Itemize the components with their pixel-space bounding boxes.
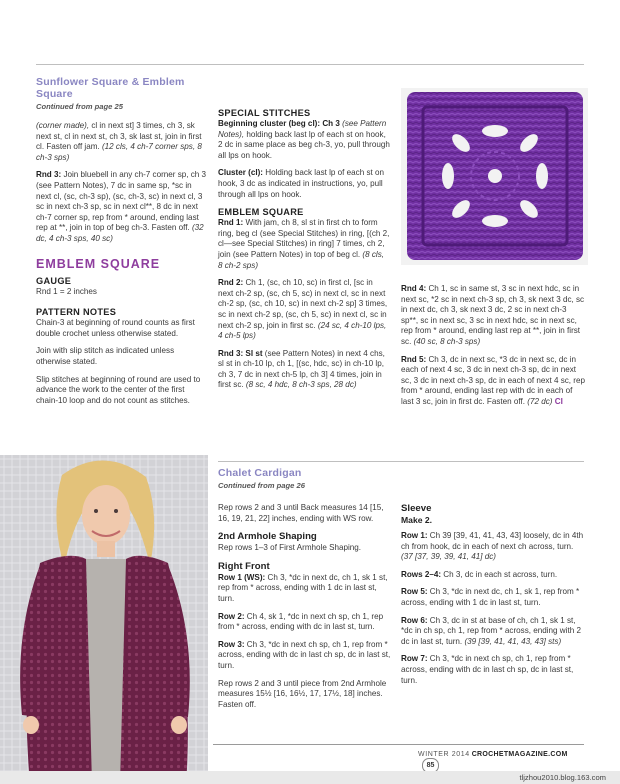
beg-cluster-def: Beginning cluster (beg cl): Ch 3 (see Pattern Notes), holding back last lp of each st on hook, 2 dc in same place as beg ch-3, yo, pull through all lps on hook.: [218, 119, 390, 160]
emblem-rnd5: Rnd 5: Ch 3, dc in next sc, *3 dc in next sc, dc in each of next 4 sc, 3 dc in next ch-3 sp, dc in next sc, 3 dc in next ch-3 sp, dc in each of next 4 sc, rep from * around, ending last rep with dc in each of last 3 sc, join in first dc. Fasten off. (72 dc) CI: [401, 354, 586, 406]
armhole-heading: 2nd Armhole Shaping: [218, 531, 317, 543]
footer: [418, 751, 588, 769]
chalet-intro: Rep rows 2 and 3 until Back measures 14 [15, 16, 19, 21, 22] inches, ending with WS row.: [218, 503, 384, 523]
pattern-notes-heading: PATTERN NOTES: [36, 307, 117, 318]
emblem-rnd1: Rnd 1: With jam, ch 8, sl st in first ch to form ring, beg cl (see Special Stitches) in ring, [(ch 2, cl—see Special Stitches) in ring] 7 times, ch 2, join (see Pattern Notes) in top of beg cl. (8 cls, 8 ch-2 sps): [218, 218, 390, 270]
model-illustration: [0, 455, 208, 784]
rf-row2: Row 2: Ch 4, sk 1, *dc in next ch sp, ch 1, rep from * across, ending with dc in last st, turn.: [218, 611, 384, 632]
pattern-note: Chain-3 at beginning of round counts as first double crochet unless otherwise stated.: [36, 318, 195, 338]
continued-note: Continued from page 25: [36, 102, 123, 111]
sleeve-row1: Row 1: Ch 39 [39, 41, 41, 43, 43] loosely, dc in 4th ch from hook, dc in each of next ch across, turn. (37 [37, 39, 39, 41, 41] dc): [401, 531, 584, 562]
emblem-rnd4: Rnd 4: Ch 1, sc in same st, 3 sc in next hdc, sc in next sc, *2 sc in next ch-3 sp, ch 3, sk next 3 dc, sc in next dc, ch 3, sk next 3 dc, 2 sc in next ch-3 sp**, sc in next sc, 3 sc in next hdc, sc in next sc, rep from * around, ending last rep at **, join in first sc. (40 sc, 8 ch-3 sps): [401, 284, 585, 346]
watermark: tljzhou2010.blog.163.com: [0, 771, 620, 784]
page-number: 85: [422, 758, 439, 773]
footer-rule: [213, 744, 584, 745]
right-column-upper: [401, 284, 585, 415]
top-rule: [36, 64, 584, 65]
site-label: CROCHETMAGAZINE.COM: [471, 751, 568, 758]
chalet-rule: [218, 461, 584, 462]
chalet-title-block: [218, 467, 584, 490]
chalet-continued-note: Continued from page 26: [218, 481, 305, 490]
cardigan-photo: [0, 455, 208, 784]
issue-label: WINTER 2014: [418, 751, 470, 758]
rf-row3: Row 3: Ch 3, *dc in next ch sp, ch 1, rep from * across, ending with dc in last ch sp, dc in last st, turn.: [218, 639, 391, 670]
emblem-square-photo: [401, 88, 588, 265]
chalet-right-column: [401, 503, 585, 693]
emblem-square-heading: EMBLEM SQUARE: [36, 256, 161, 271]
section-title-chalet: Chalet Cardigan: [218, 467, 302, 479]
rf-row1: Row 1 (WS): Ch 3, *dc in next dc, ch 1, sk 1 st, rep from * across, ending with 1 dc in last st, turn.: [218, 572, 388, 603]
chalet-left-column: [218, 503, 394, 717]
sleeve-rows2-4: Rows 2–4: Ch 3, dc in each st across, turn.: [401, 569, 558, 579]
right-front-heading: Right Front: [218, 560, 270, 572]
emblem-rnd2: Rnd 2: Ch 1, (sc, ch 10, sc) in first cl, [sc in next ch-2 sp, (sc, ch 5, sc) in next cl, sc in next ch-2 sp, (sc, ch 10, sc) in next ch-2 sp] 3 times, sc in next ch-2 sp, (sc, ch 5, sc) in next cl, sc in next ch-2 sp, join in first sc. (24 sc, 4 ch-10 lps, 4 ch-5 lps): [218, 278, 388, 341]
cluster-def: Cluster (cl): Holding back last lp of each st on hook, 3 dc as indicated in instructions, yo, pull through all lps on hook.: [218, 168, 385, 199]
sleeve-heading: Sleeve: [401, 503, 432, 514]
middle-column: [218, 108, 390, 398]
section-title-sunflower: Sunflower Square & Emblem Square: [36, 76, 185, 100]
rf-rep: Rep rows 2 and 3 until piece from 2nd Armhole measures 15½ [16, 16½, 17, 17½, 18] inches. Fasten off.: [218, 678, 387, 709]
gauge-heading: GAUGE: [36, 275, 72, 286]
end-mark: CI: [554, 396, 563, 406]
sunflower-rnd3: Rnd 3: Join bluebell in any ch-7 corner sp, ch 3 (see Pattern Notes), 7 dc in same sp, *sc in next cl, (sc, ch-3 sp), (sc, ch-3, sc) in next cl, 3 sc in next ch-3 sp, sc in next cl**, 8 dc in next ch-7 corner sp, rep from * around, ending last rep at **, join in top of beg ch-3. Fasten off. (32 dc, 4 ch-3 sps, 40 sc): [36, 170, 207, 243]
sleeve-row5: Row 5: Ch 3, *dc in next dc, ch 1, sk 1, rep from * across, ending with 1 dc in last st, turn.: [401, 587, 580, 607]
sunflower-rnd2-end: (corner made), cl in next st] 3 times, ch 3, sk next st, cl in next st, ch 3, sk last st, join in first cl. Fasten off jam. (12 cls, 4 ch-7 corner sps, 8 ch-3 sps): [36, 121, 202, 162]
crochet-square-image: [401, 88, 588, 265]
special-stitches-heading: SPECIAL STITCHES: [218, 108, 311, 118]
sleeve-row7: Row 7: Ch 3, *dc in next ch sp, ch 1, rep from * across, ending with dc in last ch sp, dc in last st, turn.: [401, 654, 574, 685]
armhole-text: Rep rows 1–3 of First Armhole Shaping.: [218, 543, 362, 553]
pattern-note: Join with slip stitch as indicated unless otherwise stated.: [36, 346, 175, 366]
left-column: [36, 76, 208, 413]
emblem-rounds-heading: EMBLEM SQUARE: [218, 207, 304, 218]
pattern-note: Slip stitches at beginning of round are used to advance the work to the center of the first chain-10 loop and do not count as stitches.: [36, 374, 201, 405]
emblem-rnd3: Rnd 3: Sl st (see Pattern Notes) in next 4 chs, sl st in ch-10 lp, ch 1, [(sc, hdc, sc) in ch-10 lp, ch 3, 7 dc in next ch-5 lp, ch 3] 4 times, join in first sc. (8 sc, 4 hdc, 8 ch-3 sps, 28 dc): [218, 348, 385, 390]
sleeve-row6: Row 6: Ch 3, dc in st at base of ch, ch 1, sk 1 st, *dc in ch sp, ch 1, rep from * across, ending with 2 dc in last st, turn. (39 [39, 41, 41, 43, 43] sts): [401, 615, 581, 646]
gauge-text: Rnd 1 = 2 inches: [36, 286, 97, 296]
make-count: Make 2.: [401, 515, 433, 525]
